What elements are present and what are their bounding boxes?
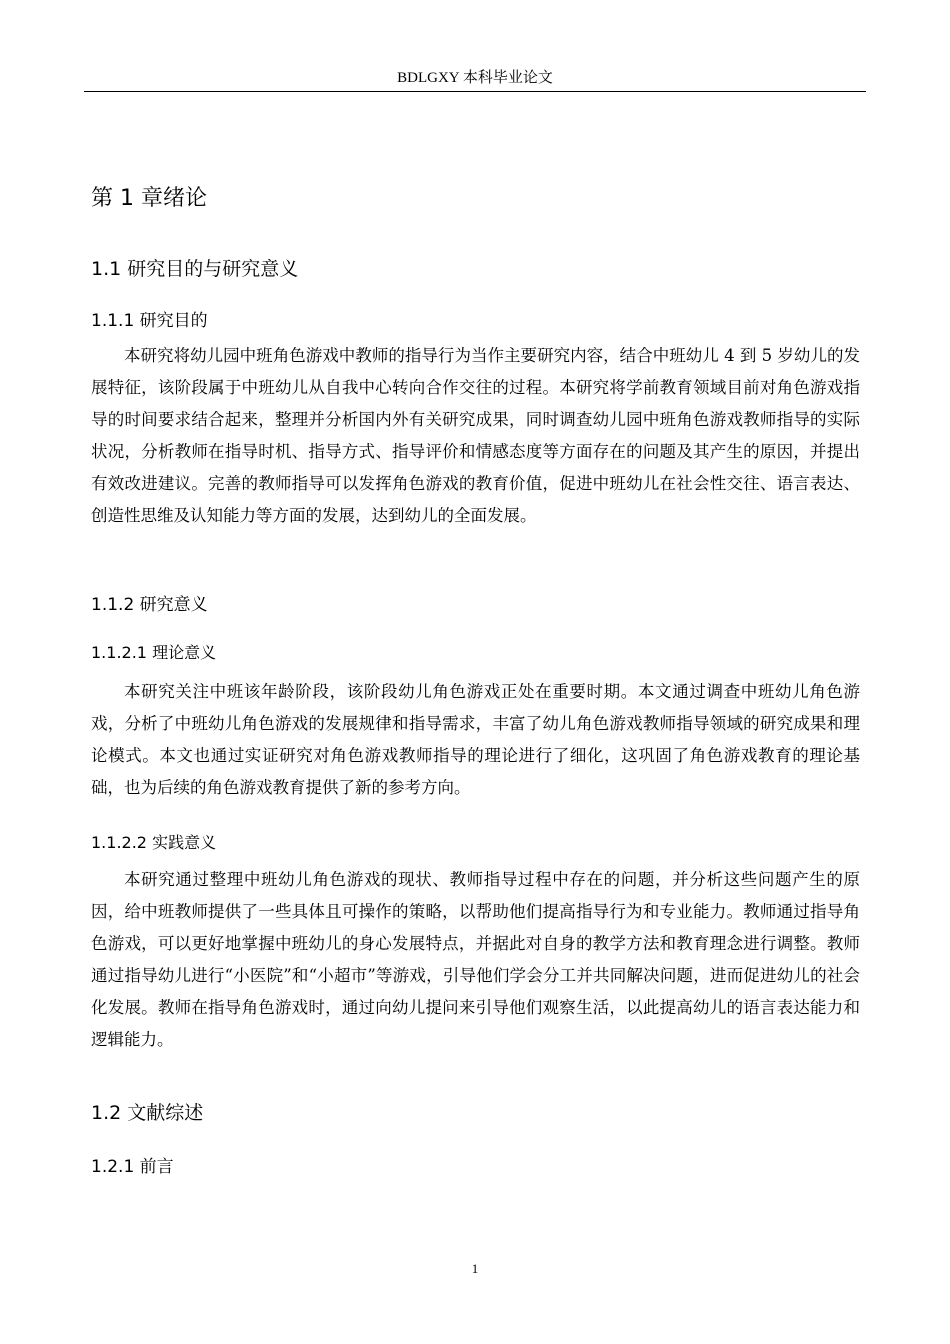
subsection-heading-1-1-2-1: 1.1.2.1 理论意义 xyxy=(91,643,217,662)
header-rule xyxy=(84,91,866,92)
paragraph-research-purpose: 本研究将幼儿园中班角色游戏中教师的指导行为当作主要研究内容，结合中班幼儿 4 到 5 岁幼儿的发展特征，该阶段属于中班幼儿从自我中心转向合作交往的过程。本研究将学前教育领域目前对角色游戏指导的时间要求结合起来，整理并分析国内外有关研究成果，同时调查幼儿园中班角色游戏教师指导的实际状况，分析教师在指导时机、指导方式、指导评价和情感态度等方面存在的问题及其产生的原因，并提出有效改进建议。完善的教师指导可以发挥角色游戏的教育价值，促进中班幼儿在社会性交往、语言表达、创造性思维及认知能力等方面的发展，达到幼儿的全面发展。 xyxy=(91,346,860,525)
subsection-heading-1-2-1: 1.2.1 前言 xyxy=(91,1157,174,1177)
subsection-heading-1-1-2: 1.1.2 研究意义 xyxy=(91,595,208,615)
page-number: 1 xyxy=(471,1261,479,1276)
paragraph-practical-significance: 本研究通过整理中班幼儿角色游戏的现状、教师指导过程中存在的问题，并分析这些问题产生的原因，给中班教师提供了一些具体且可操作的策略，以帮助他们提高指导行为和专业能力。教师通过指导角色游戏，可以更好地掌握中班幼儿的身心发展特点，并据此对自身的教学方法和教育理念进行调整。教师通过指导幼儿进行“小医院”和“小超市”等游戏，引导他们学会分工并共同解决问题，进而促进幼儿的社会化发展。教师在指导角色游戏时，通过向幼儿提问来引导他们观察生活，以此提高幼儿的语言表达能力和逻辑能力。 xyxy=(91,870,860,1049)
section-heading-1-2: 1.2 文献综述 xyxy=(91,1102,204,1124)
chapter-title: 第 1 章绪论 xyxy=(91,186,207,211)
paragraph-theoretical-significance: 本研究关注中班该年龄阶段，该阶段幼儿角色游戏正处在重要时期。本文通过调查中班幼儿角色游戏，分析了中班幼儿角色游戏的发展规律和指导需求，丰富了幼儿角色游戏教师指导领域的研究成果和理论模式。本文也通过实证研究对角色游戏教师指导的理论进行了细化，这巩固了角色游戏教育的理论基础，也为后续的角色游戏教育提供了新的参考方向。 xyxy=(91,682,860,797)
subsection-heading-1-1-2-2: 1.1.2.2 实践意义 xyxy=(91,833,217,852)
section-heading-1-1: 1.1 研究目的与研究意义 xyxy=(91,258,299,280)
subsection-heading-1-1-1: 1.1.1 研究目的 xyxy=(91,311,208,331)
running-header: BDLGXY 本科毕业论文 xyxy=(397,70,553,86)
